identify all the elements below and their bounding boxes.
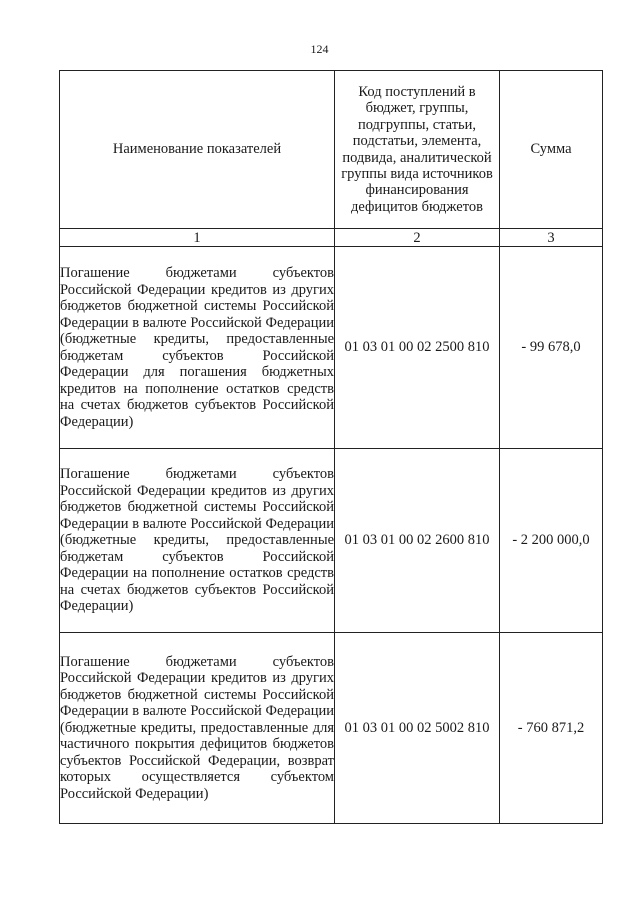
header-name-text: Наименование показателей (112, 141, 282, 158)
table-row (60, 247, 603, 449)
row-sum: - 2 200 000,0 (500, 449, 603, 633)
header-cell-sum (500, 71, 603, 229)
row-code: 01 03 01 00 02 2500 810 (335, 247, 500, 449)
column-number-3: 3 (500, 229, 603, 247)
row-sum: - 760 871,2 (500, 633, 603, 824)
table-row (60, 449, 603, 633)
row-description: Погашение бюджетами субъектов Российской Федерации кредитов из других бюджетов бюджетной системы Российской Федерации в валюте Российской Федерации (бюджетные кредиты, предоставленные бюджетам субъектов Российской Федерации на пополнение остатков средств на счетах бюджетов субъектов Российской Федерации) (60, 449, 335, 633)
row-description: Погашение бюджетами субъектов Российской Федерации кредитов из других бюджетов бюджетной системы Российской Федерации в валюте Российской Федерации (бюджетные кредиты, предоставленные бюджетам субъектов Российской Федерации для погашения бюджетных кредитов на пополнение остатков средств на счетах бюджетов субъектов Российской Федерации) (60, 247, 335, 449)
header-code-text: Код поступлений в бюджет, группы, подгруппы, статьи, подстатьи, элемента, подвида, аналитической группы вида источников финансирования дефицитов бюджетов (341, 83, 493, 215)
header-cell-name (60, 71, 335, 229)
column-number-1: 1 (60, 229, 335, 247)
row-code: 01 03 01 00 02 5002 810 (335, 633, 500, 824)
row-code: 01 03 01 00 02 2600 810 (335, 449, 500, 633)
header-cell-code (335, 71, 500, 229)
table-row (60, 633, 603, 824)
header-sum-text: Сумма (530, 141, 572, 158)
column-number-row (60, 229, 603, 247)
table-header-row (60, 71, 603, 229)
column-number-2: 2 (335, 229, 500, 247)
row-description: Погашение бюджетами субъектов Российской Федерации кредитов из других бюджетов бюджетной системы Российской Федерации в валюте Российской Федерации (бюджетные кредиты, предоставленные для частичного покрытия дефицитов бюджетов субъектов Российской Федерации, возврат которых осуществляется субъектом Российской Федерации) (60, 633, 335, 824)
budget-sources-table (59, 70, 603, 824)
row-sum: - 99 678,0 (500, 247, 603, 449)
page-number: 124 (310, 42, 329, 56)
